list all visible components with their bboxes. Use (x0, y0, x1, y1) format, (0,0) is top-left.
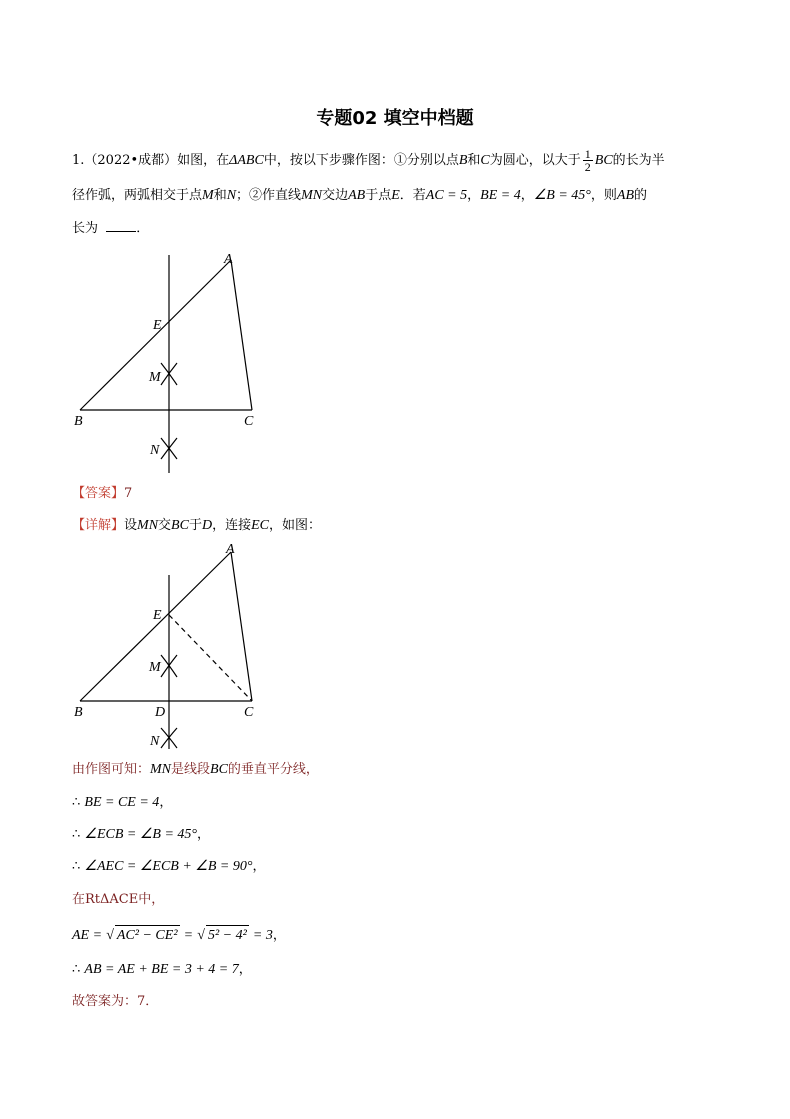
solution-step-4 (72, 857, 265, 877)
label-c: C (244, 705, 254, 720)
math: B (458, 153, 468, 168)
label-n: N (150, 443, 160, 458)
label-a: A (226, 542, 235, 557)
math: ∠B = 45° (533, 188, 591, 203)
detail-text: ，连接 (212, 518, 252, 533)
math: M (202, 188, 214, 203)
answer-label: 【答案】 (72, 486, 125, 501)
math: AE = (72, 928, 103, 943)
solution-text: 在RtΔACE中， (72, 892, 165, 907)
solution-step-3 (72, 825, 210, 845)
problem-text: ．若 (399, 188, 426, 203)
detail-label: 【详解】 (72, 518, 125, 533)
therefore-symbol: ∴ (72, 962, 81, 977)
problem-text: 1.（2022•成都）如图，在 (72, 153, 230, 168)
answer-blank (106, 219, 136, 232)
math: ΔABC (229, 153, 264, 168)
math: BE = CE = 4 (84, 795, 160, 810)
page-title: 专题02 填空中档题 (316, 108, 474, 129)
segment-ec-dashed (169, 615, 252, 701)
fraction: $\frac{1}{2}$ (584, 147, 591, 174)
sqrt-symbol: √ (106, 928, 114, 943)
problem-text: 的长为半 (612, 153, 665, 168)
problem-line-2 (72, 186, 647, 206)
problem-line-3 (72, 219, 149, 239)
segment-ab (80, 552, 231, 701)
problem-text: ． (136, 221, 150, 236)
math-radicand: 5² − 4² (206, 925, 249, 946)
math: = (183, 928, 194, 943)
solution-text: ， (272, 928, 286, 943)
detail-text: 交 (158, 518, 172, 533)
problem-text: ，则 (590, 188, 617, 203)
solution-step-7 (72, 960, 252, 980)
solution-text: 的垂直平分线， (227, 762, 319, 777)
problem-text: 和 (213, 188, 227, 203)
math-radicand: AC² − CE² (115, 925, 180, 946)
solution-step-5 (72, 890, 164, 910)
solution-text: 由作图可知： (72, 762, 151, 777)
problem-text: 和 (467, 153, 481, 168)
math: ∠ECB = ∠B = 45° (84, 827, 198, 842)
label-b: B (74, 414, 83, 429)
figure-2 (60, 537, 280, 759)
solution-text: ， (159, 795, 173, 810)
math: BC (594, 153, 613, 168)
therefore-symbol: ∴ (72, 795, 81, 810)
segment-ab (80, 260, 231, 410)
solution-text: ， (238, 962, 252, 977)
problem-text: 为圆心，以大于 (489, 153, 581, 168)
problem-text: 中，按以下步骤作图：①分别以点 (263, 153, 459, 168)
solution-step-2 (72, 793, 172, 813)
math: AB (616, 188, 634, 203)
math: EC (251, 518, 269, 533)
solution-text: 故答案为： (72, 994, 138, 1009)
segment-ac (231, 552, 252, 701)
problem-text: 于点 (365, 188, 392, 203)
problem-text: ；②作直线 (236, 188, 302, 203)
label-e: E (153, 608, 162, 623)
segment-ac (231, 260, 252, 410)
solution-step-8 (72, 992, 158, 1012)
math: AB (348, 188, 366, 203)
problem-text: ， (520, 188, 534, 203)
solution-step-1 (72, 760, 319, 780)
solution-step-6 (72, 925, 286, 946)
solution-text: 是线段 (171, 762, 211, 777)
problem-text: 径作弧，两弧相交于点 (72, 188, 203, 203)
label-a: A (224, 252, 233, 267)
math: MN (137, 518, 159, 533)
math: N (226, 188, 237, 203)
label-e: E (153, 318, 162, 333)
answer-line (72, 484, 132, 504)
detail-text: ，如图： (268, 518, 321, 533)
sqrt-symbol: √ (197, 928, 205, 943)
math: AC = 5 (425, 188, 468, 203)
math: D (201, 518, 213, 533)
math: BC (171, 518, 189, 533)
math: BC (210, 762, 228, 777)
figure-1 (60, 245, 280, 477)
solution-text: ， (197, 827, 211, 842)
label-m: M (149, 370, 161, 385)
math: ∠AEC = ∠ECB + ∠B = 90° (84, 859, 253, 874)
problem-text: 交边 (322, 188, 349, 203)
math: MN (150, 762, 172, 777)
answer-value: 7 (124, 486, 133, 501)
detail-text: 设 (124, 518, 138, 533)
problem-text: 长为 (72, 221, 99, 236)
math: MN (301, 188, 323, 203)
label-c: C (244, 414, 254, 429)
problem-text: ， (467, 188, 481, 203)
label-m: M (149, 660, 161, 675)
solution-text: ， (252, 859, 266, 874)
therefore-symbol: ∴ (72, 859, 81, 874)
math: AB = AE + BE = 3 + 4 = 7 (84, 962, 239, 977)
therefore-symbol: ∴ (72, 827, 81, 842)
math: = 3 (252, 928, 273, 943)
math: C (480, 153, 490, 168)
label-d: D (155, 705, 166, 720)
label-n: N (150, 734, 160, 749)
final-answer: 7 (137, 994, 146, 1009)
solution-text: ． (145, 994, 159, 1009)
problem-text: 的 (634, 188, 648, 203)
detail-text: 于 (188, 518, 202, 533)
detail-line (72, 516, 321, 536)
problem-line-1 (72, 148, 665, 173)
label-b: B (74, 705, 83, 720)
math: BE = 4 (480, 188, 521, 203)
math: E (391, 188, 400, 203)
